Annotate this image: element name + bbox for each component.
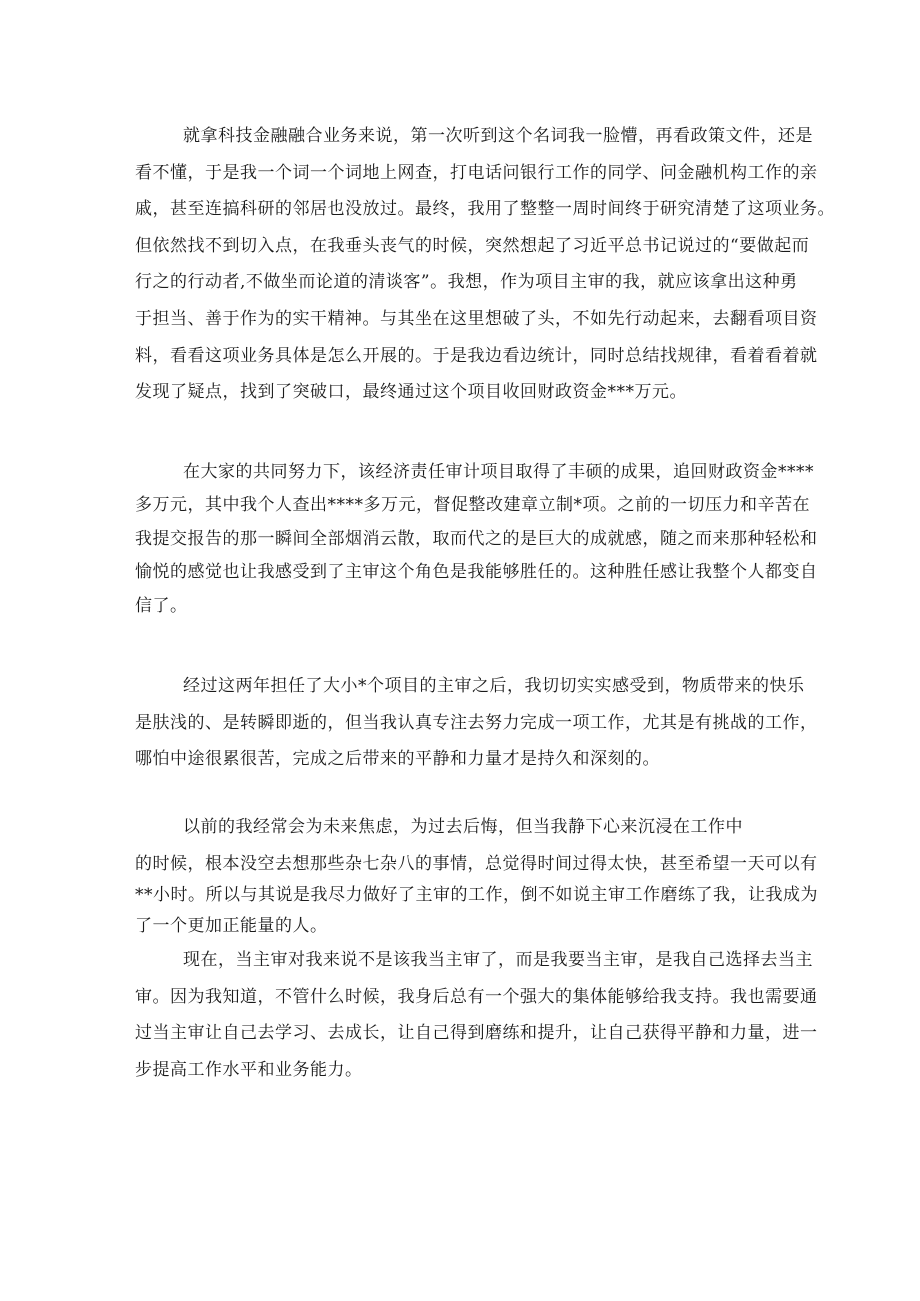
- paragraph-2-line: 我提交报告的那一瞬间全部烟消云散，取而代之的是巨大的成就感，随之而来那种轻松和: [135, 528, 818, 549]
- paragraph-2-line: 愉悦的感觉也让我感受到了主审这个角色是我能够胜任的。这种胜任感让我整个人都变自: [135, 562, 818, 583]
- paragraph-1-line: 戚，甚至连搞科研的邻居也没放过。最终，我用了整整一周时间终于研究清楚了这项业务。: [135, 199, 835, 220]
- paragraph-4-line: 了一个更加正能量的人。: [135, 916, 328, 936]
- paragraph-2-line: 在大家的共同努力下，该经济责任审计项目取得了丰硕的成果，追回财政资金****: [183, 462, 814, 482]
- paragraph-1: [135, 118, 835, 411]
- paragraph-3-line: 是肤浅的、是转瞬即逝的，但当我认真专注去努力完成一项工作，尤其是有挑战的工作，: [135, 712, 818, 733]
- paragraph-1-line: 但依然找不到切入点，在我垂头丧气的时候，突然想起了习近平总书记说过的“要做起而: [135, 235, 810, 256]
- paragraph-5-line: 过当主审让自己去学习、去成长，让自己得到磨练和提升，让自己获得平静和力量，进一: [135, 1023, 818, 1043]
- paragraph-1-line: 料，看看这项业务具体是怎么开展的。于是我边看边统计，同时总结找规律，看着看着就: [135, 345, 818, 366]
- paragraph-2: [135, 456, 818, 623]
- paragraph-4-line: 以前的我经常会为未来焦虑，为过去后悔，但当我静下心来沉浸在工作中: [183, 817, 743, 837]
- paragraph-4: [135, 812, 818, 942]
- paragraph-3: [135, 668, 818, 778]
- paragraph-2-line: 信了。: [135, 595, 188, 616]
- paragraph-5-line: 现在，当主审对我来说不是该我当主审了，而是我要当主审，是我自己选择去当主: [183, 950, 813, 970]
- paragraph-3-line: 哪怕中途很累很苦，完成之后带来的平静和力量才是持久和深刻的。: [135, 749, 660, 769]
- paragraph-4-line: **小时。所以与其说是我尽力做好了主审的工作，倒不如说主审工作磨练了我，让我成为: [135, 885, 818, 905]
- paragraph-3-line: 经过这两年担任了大小*个项目的主审之后，我切切实实感受到，物质带来的快乐: [183, 676, 805, 696]
- paragraph-4-line: 的时候，根本没空去想那些杂七杂八的事情，总觉得时间过得太快，甚至希望一天可以有: [135, 854, 818, 874]
- paragraph-1-line: 就拿科技金融融合业务来说，第一次听到这个名词我一脸懵，再看政策文件，还是: [183, 126, 813, 146]
- paragraph-1-line: 发现了疑点，找到了突破口，最终通过这个项目收回财政资金***万元。: [135, 382, 687, 403]
- paragraph-1-line: 看不懂，于是我一个词一个词地上网查，打电话问银行工作的同学、问金融机构工作的亲: [135, 162, 818, 183]
- paragraph-5-line: 审。因为我知道，不管什么时候，我身后总有一个强大的集体能够给我支持。我也需要通: [135, 986, 818, 1007]
- paragraph-2-line: 多万元，其中我个人查出****多万元，督促整改建章立制*项。之前的一切压力和辛苦在: [135, 495, 810, 516]
- paragraph-1-line: 行之的行动者,不做坐而论道的清谈客”。我想，作为项目主审的我，就应该拿出这种勇: [135, 272, 798, 293]
- paragraph-1-line: 于担当、善于作为的实干精神。与其坐在这里想破了头，不如先行动起来，去翻看项目资: [135, 308, 818, 329]
- paragraph-5-line: 步提高工作水平和业务能力。: [135, 1059, 363, 1080]
- paragraph-5: [135, 942, 818, 1088]
